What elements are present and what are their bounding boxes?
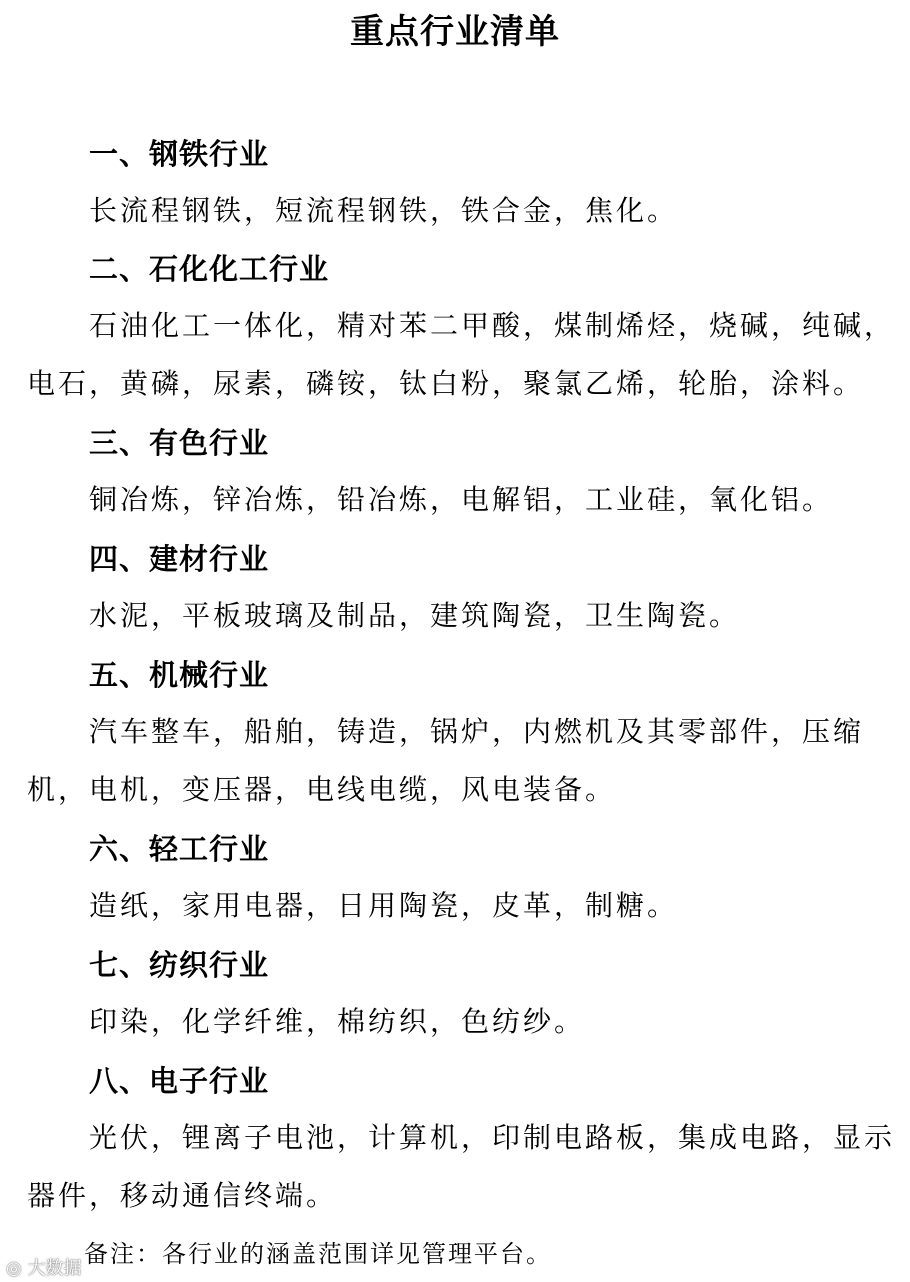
page-title: 重点行业清单 [350, 12, 560, 52]
watermark-icon: ◎ [6, 1258, 22, 1279]
section-text-nonferrous: 铜冶炼，锌冶炼，铅冶炼，电解铝，工业硅，氧化铝。 [89, 483, 834, 516]
section-heading-building-materials: 四、建材行业 [89, 542, 270, 576]
section-text-textile: 印染，化学纤维，棉纺织，色纺纱。 [89, 1005, 586, 1038]
watermark-logo [6, 1254, 81, 1280]
section-text-building-materials: 水泥，平板玻璃及制品，建筑陶瓷，卫生陶瓷。 [89, 599, 741, 632]
section-heading-light-industry: 六、轻工行业 [89, 832, 270, 866]
footnote: 备注：各行业的涵盖范围详见管理平台。 [84, 1240, 552, 1268]
section-text-electronics: 光伏，锂离子电池，计算机，印制电路板，集成电路，显示器件，移动通信终端。 [27, 1121, 896, 1212]
watermark-text: 大数据 [27, 1258, 82, 1279]
section-text-steel: 长流程钢铁，短流程钢铁，铁合金，焦化。 [89, 194, 679, 227]
section-heading-machinery: 五、机械行业 [89, 658, 270, 692]
section-text-light-industry: 造纸，家用电器，日用陶瓷，皮革，制糖。 [89, 889, 679, 922]
section-heading-electronics: 八、电子行业 [89, 1064, 270, 1098]
section-text-machinery: 汽车整车，船舶，铸造，锅炉，内燃机及其零部件，压缩机，电机，变压器，电线电缆，风电装备。 [27, 715, 865, 806]
section-heading-steel: 一、钢铁行业 [89, 137, 270, 171]
section-heading-nonferrous: 三、有色行业 [89, 426, 270, 460]
section-heading-petrochemical: 二、石化化工行业 [89, 252, 330, 286]
section-text-petrochemical: 石油化工一体化，精对苯二甲酸，煤制烯烃，烧碱，纯碱，电石，黄磷，尿素，磷铵，钛白粉，聚氯乙烯，轮胎，涂料。 [27, 309, 896, 400]
section-heading-textile: 七、纺织行业 [89, 948, 270, 982]
